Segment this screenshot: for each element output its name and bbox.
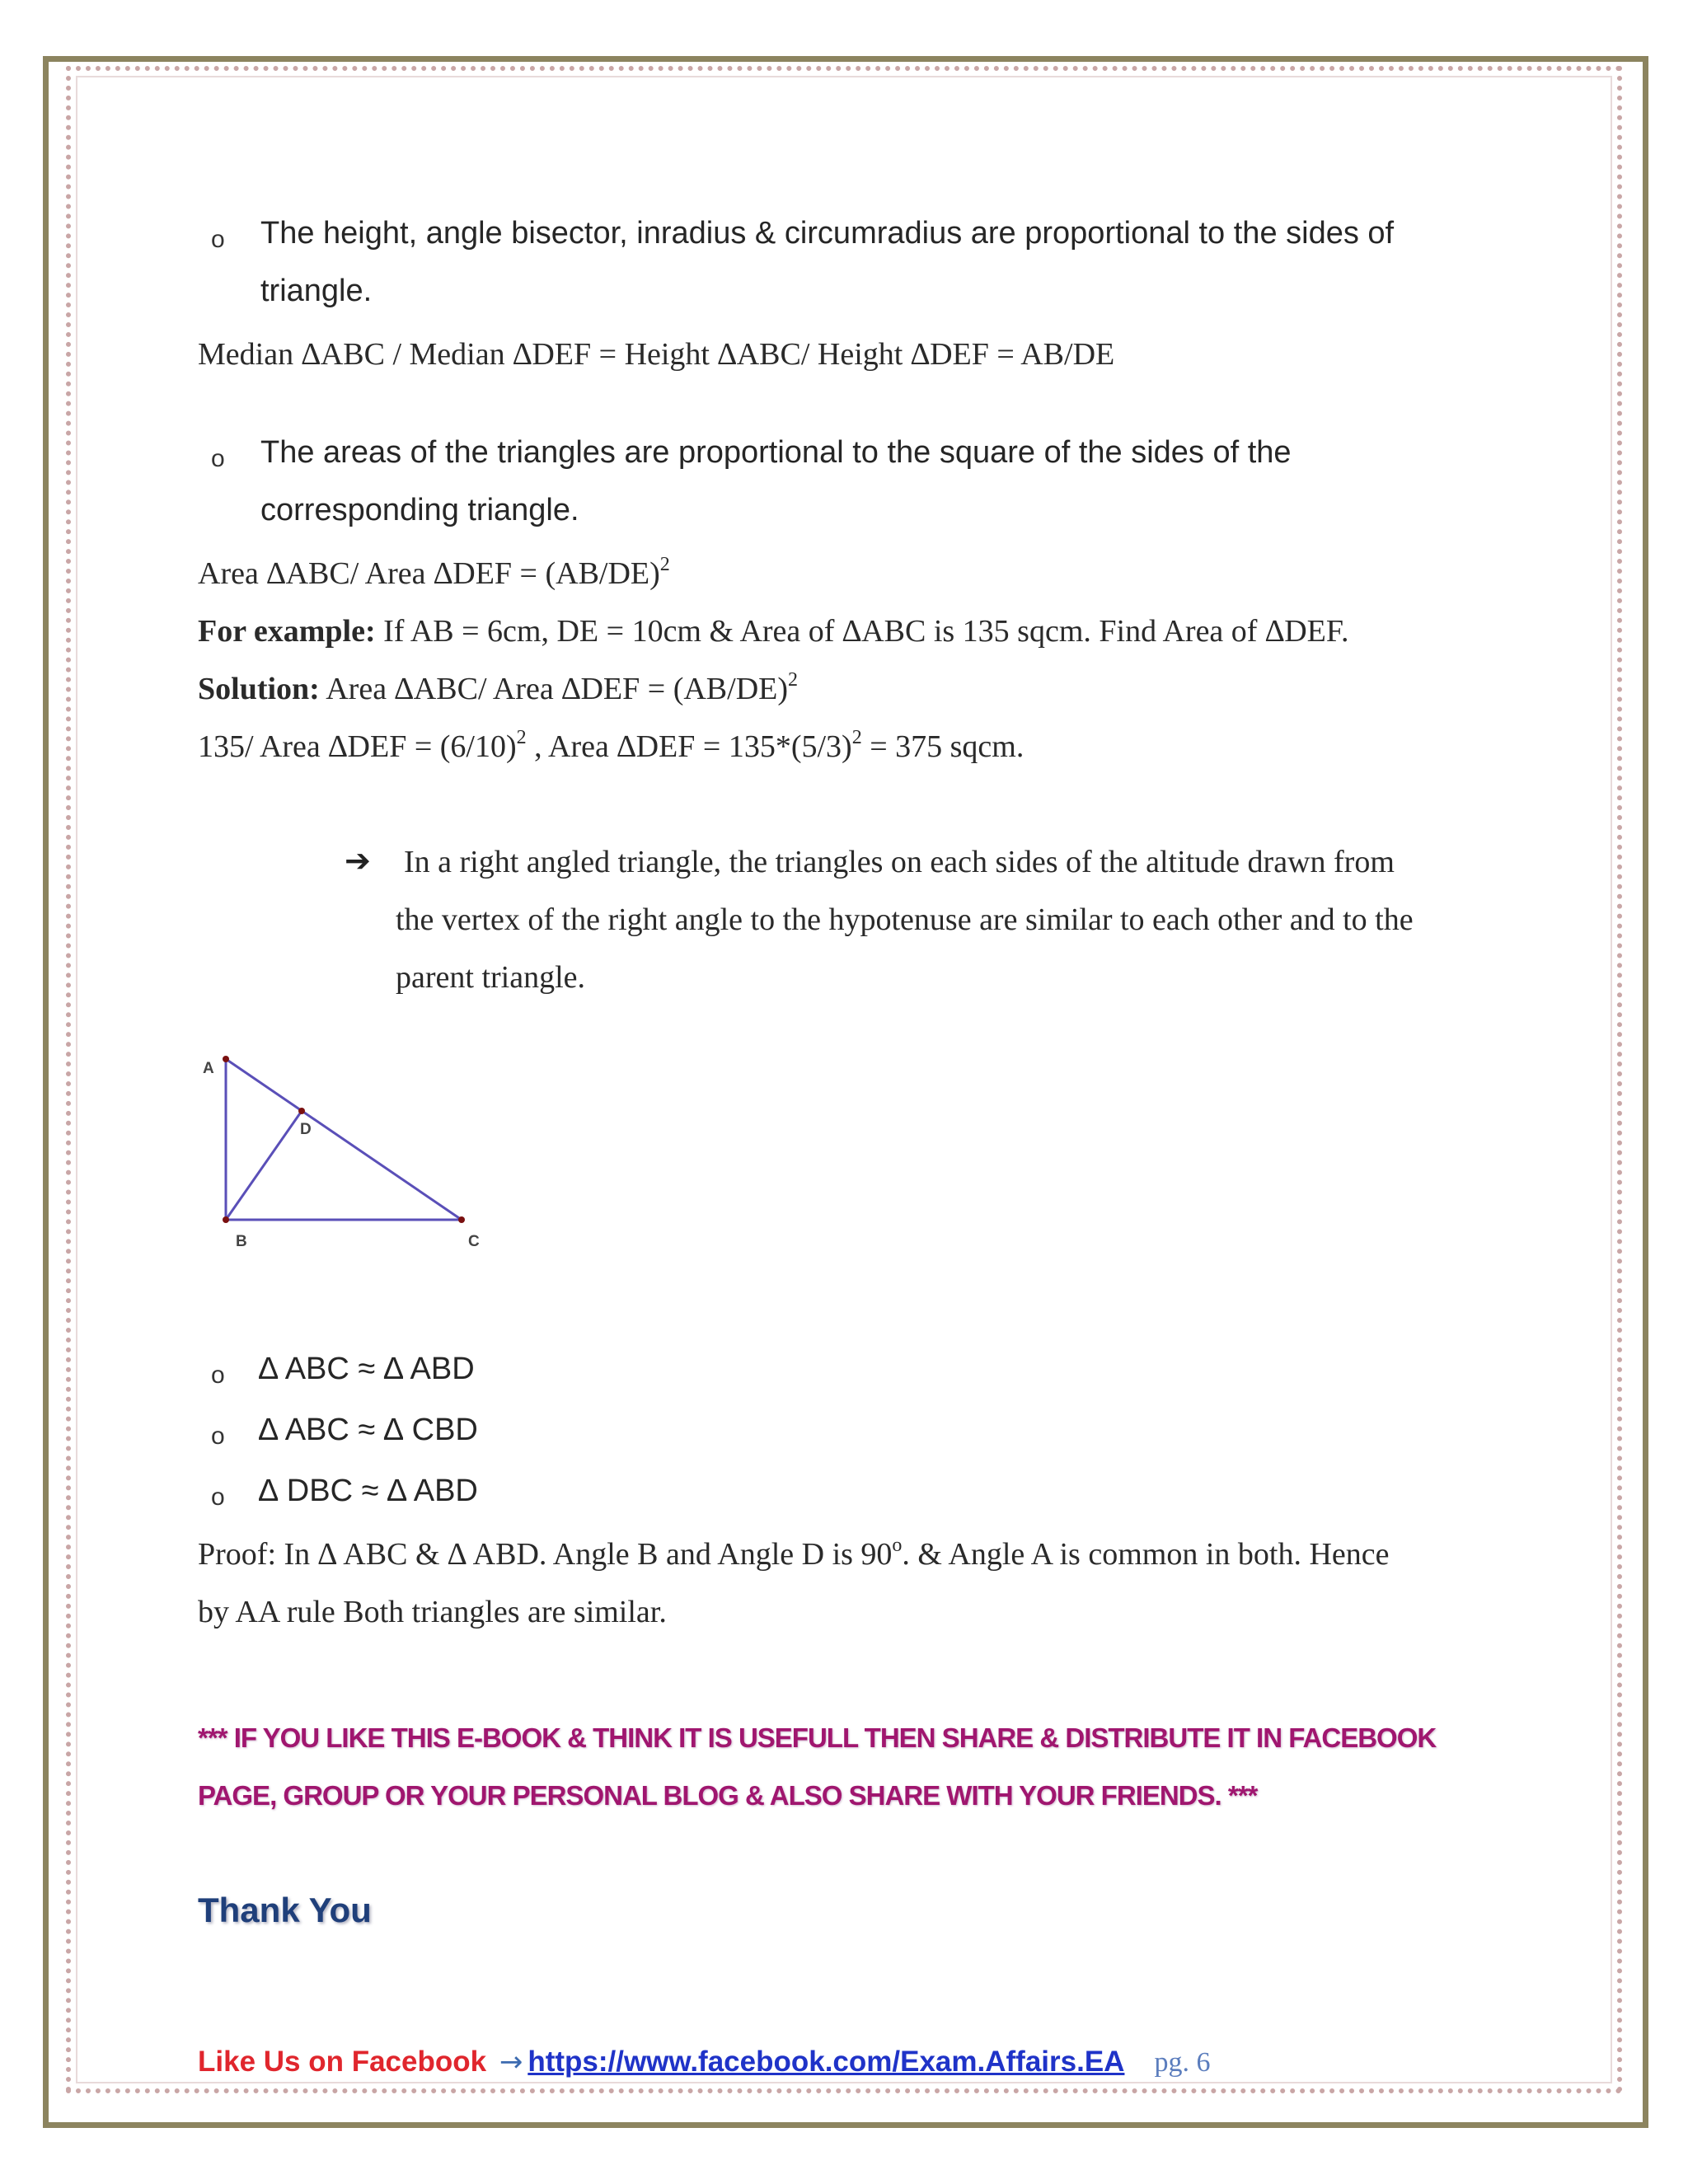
example-line [198,613,1348,649]
solution-label: Solution: [198,672,320,706]
altitude-bd [226,1111,302,1220]
calc-part: , Area ∆DEF = 135*(5/3) [526,729,852,764]
similarity-item: ∆ ABC ≈ ∆ ABD [259,1352,475,1386]
proof-text: . & Angle A is common in both. Hence [902,1537,1390,1572]
formula-exponent: 2 [659,554,670,575]
proof-line: by AA rule Both triangles are similar. [198,1595,667,1629]
promo-line: PAGE, GROUP OR YOUR PERSONAL BLOG & ALSO SHARE WITH YOUR FRIENDS. *** [198,1780,1258,1811]
promo-line: *** IF YOU LIKE THIS E-BOOK & THINK IT IS USEFULL THEN SHARE & DISTRIBUTE IT IN FACEBOOK [198,1722,1437,1753]
bullet-marker: o [211,445,225,472]
arrow-text-line: the vertex of the right angle to the hypotenuse are similar to each other and to the [396,902,1414,937]
vertex-d [298,1108,305,1114]
calc-part: 135/ Area ∆DEF = (6/10) [198,729,517,764]
formula-line: Median ∆ABC / Median ∆DEF = Height ∆ABC/ Height ∆DEF = AB/DE [198,337,1115,372]
proof-line [198,1536,1389,1572]
arrow-text-line: In a right angled triangle, the triangles on each sides of the altitude drawn from [404,845,1395,879]
solution-exponent: 2 [788,669,799,691]
proof-text: Proof: In ∆ ABC & ∆ ABD. Angle B and Angle D is 90 [198,1537,893,1572]
example-text: If AB = 6cm, DE = 10cm & Area of ∆ABC is 135 sqcm. Find Area of ∆DEF. [375,614,1349,649]
label-c: C [468,1233,480,1250]
label-d: D [300,1121,312,1138]
bullet-text-line: The height, angle bisector, inradius & circumradius are proportional to the sides of [260,216,1395,251]
calc-exponent: 2 [851,727,862,748]
thank-you-heading: Thank You [198,1891,372,1929]
formula-text: Area ∆ABC/ Area ∆DEF = (AB/DE) [198,556,660,591]
bullet-text-line: triangle. [260,274,373,308]
degree-sup: o [892,1535,903,1556]
example-label: For example: [198,614,376,649]
bullet-marker: o [211,226,225,253]
calc-exponent: 2 [516,727,527,748]
solution-text: Area ∆ABC/ Area ∆DEF = (AB/DE) [319,672,789,706]
solution-line [198,671,798,707]
calc-part: = 375 sqcm. [861,729,1025,764]
bullet-marker: o [211,1483,225,1511]
bullet-text-line: corresponding triangle. [260,493,579,527]
bullet-marker: o [211,1422,225,1450]
formula-line [198,555,670,592]
label-a: A [203,1060,214,1077]
bullet-text-line: The areas of the triangles are proportional to the square of the sides of the [260,435,1292,470]
right-triangle-diagram [190,1038,503,1253]
side-ac [226,1059,462,1220]
bullet-marker: o [211,1361,225,1389]
arrow-icon: ➔ [345,842,371,879]
similarity-item: ∆ DBC ≈ ∆ ABD [259,1474,478,1508]
similarity-item: ∆ ABC ≈ ∆ CBD [259,1413,478,1447]
footer [198,2046,1210,2079]
vertex-a [223,1056,229,1062]
page-number: pg. 6 [1154,2047,1211,2078]
arrow-text-line: parent triangle. [396,960,586,995]
facebook-link[interactable]: https://www.facebook.com/Exam.Affairs.EA [528,2046,1125,2078]
like-us-text: Like Us on Facebook [198,2046,495,2078]
vertex-b [223,1216,229,1223]
vertex-c [458,1216,465,1223]
label-b: B [236,1233,247,1250]
arrow-right-icon: → [499,2046,523,2079]
calculation-line [198,729,1024,765]
